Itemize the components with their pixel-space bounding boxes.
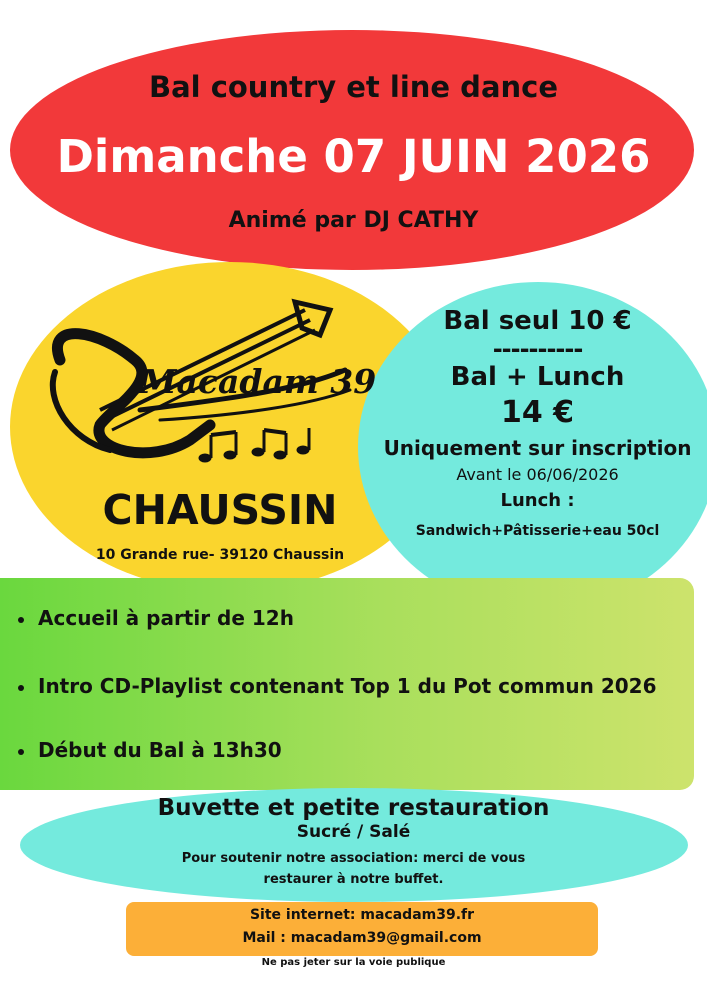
price-separator: ---------- (492, 335, 583, 363)
schedule-item: Début du Bal à 13h30 (18, 738, 282, 762)
registration-note: Uniquement sur inscription (383, 436, 692, 460)
contact-mail: Mail : macadam39@gmail.com (242, 930, 482, 946)
event-type: Bal country et line dance (148, 70, 559, 104)
footer-note: Ne pas jeter sur la voie publique (261, 957, 446, 968)
bullet-icon (18, 749, 24, 755)
event-date: Dimanche 07 JUIN 2026 (56, 130, 651, 183)
bullet-icon (18, 617, 24, 623)
venue-address: 10 Grande rue- 39120 Chaussin (95, 547, 345, 563)
price-bal-only: Bal seul 10 € (443, 306, 632, 336)
refreshments-title: Buvette et petite restauration (157, 795, 550, 821)
schedule-item: Accueil à partir de 12h (18, 606, 294, 630)
lunch-label: Lunch : (500, 490, 575, 511)
schedule-item: Intro CD-Playlist contenant Top 1 du Pot commun 2026 (18, 674, 657, 698)
event-dj: Animé par DJ CATHY (228, 208, 479, 233)
venue-city: CHAUSSIN (102, 486, 338, 534)
refreshments-note: Pour soutenir notre association: merci de vous restaurer à notre buffet. (181, 851, 526, 887)
price-bal-lunch-value: 14 € (500, 395, 575, 430)
registration-deadline: Avant le 06/06/2026 (456, 465, 619, 484)
refreshments-subtitle: Sucré / Salé (296, 822, 411, 842)
contact-website: Site internet: macadam39.fr (249, 907, 475, 923)
price-bal-lunch-label: Bal + Lunch (450, 362, 625, 392)
bullet-icon (18, 685, 24, 691)
lunch-contents: Sandwich+Pâtisserie+eau 50cl (415, 523, 660, 539)
logo-text: Macadam 39 (140, 362, 377, 401)
